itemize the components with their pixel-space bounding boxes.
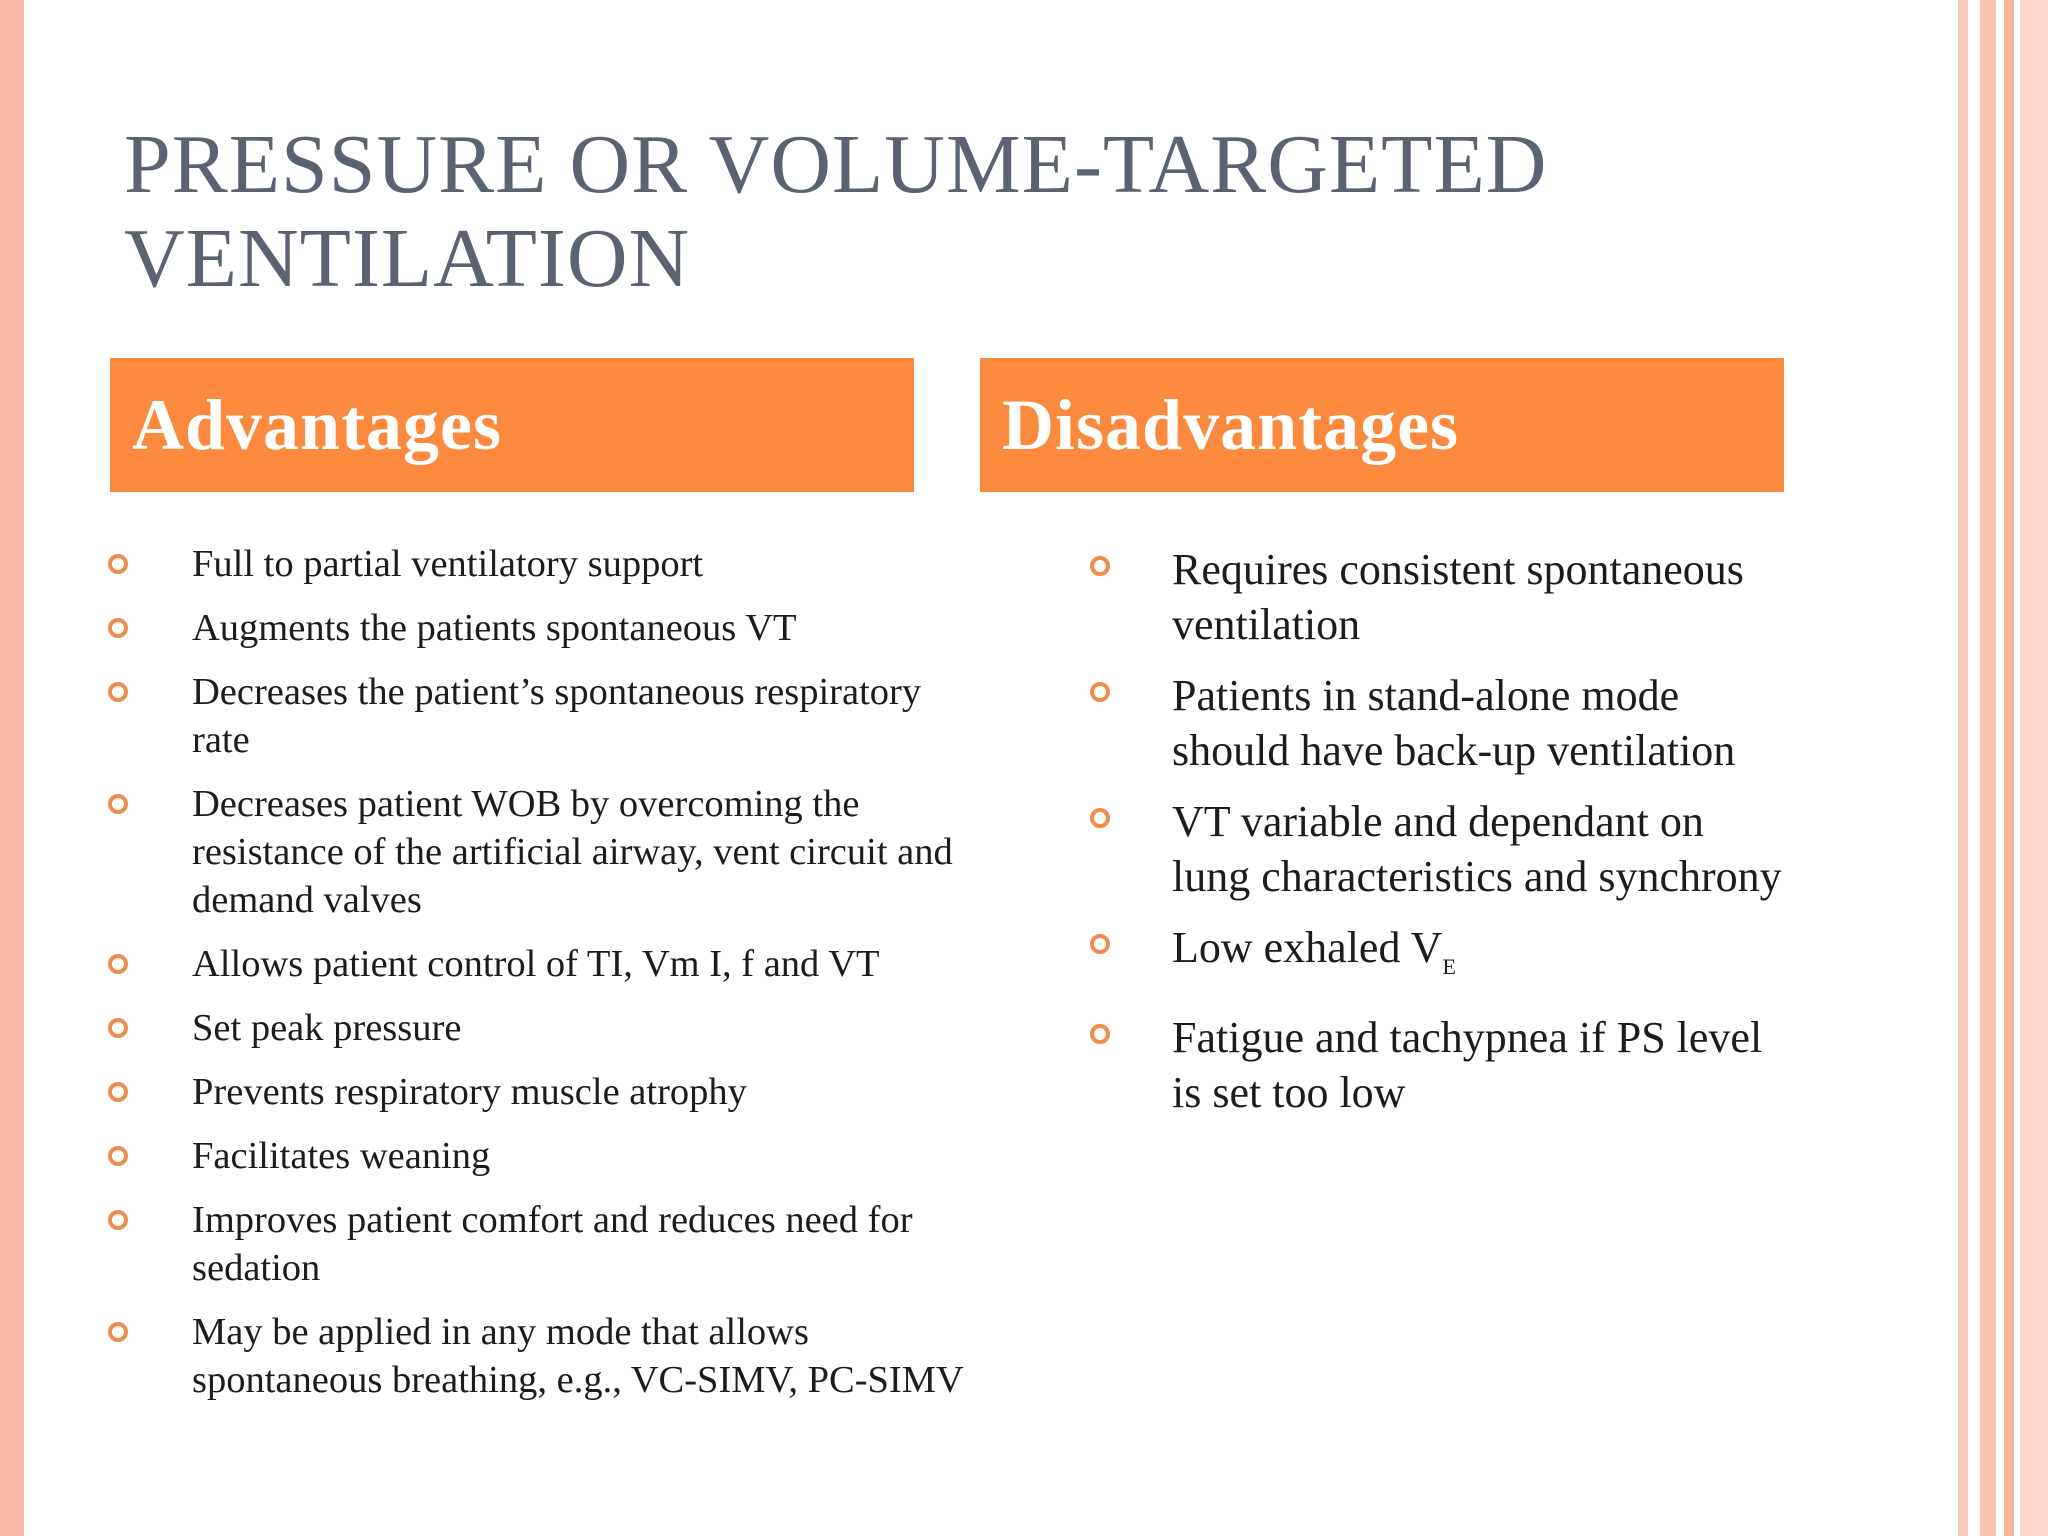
disadvantages-list-item — [1172, 1010, 1792, 1120]
list-item-text: May be applied in any mode that allows spontaneous breathing, e.g., VC-SIMV, PC-SIMV — [192, 1311, 964, 1401]
list-item-text: Improves patient comfort and reduces need for sedation — [192, 1199, 913, 1289]
circle-bullet-icon — [108, 682, 128, 702]
circle-bullet-icon — [1090, 934, 1110, 954]
circle-bullet-icon — [1090, 556, 1110, 576]
circle-bullet-icon — [108, 954, 128, 974]
slide-title — [124, 118, 1904, 306]
list-item-text: Prevents respiratory muscle atrophy — [192, 1071, 747, 1113]
list-item-text: Decreases the patient’s spontaneous respiratory rate — [192, 671, 922, 761]
slide-title-line-2: VENTILATION — [124, 212, 691, 305]
list-item-text: Low exhaled V — [1172, 923, 1443, 972]
advantages-header: Advantages — [110, 358, 914, 492]
right-border-stripe — [2020, 0, 2048, 1536]
advantages-list-item — [192, 940, 972, 988]
left-border-stripe — [0, 0, 24, 1536]
circle-bullet-icon — [108, 1146, 128, 1166]
advantages-list-item — [192, 1068, 972, 1116]
disadvantages-list-item — [1172, 542, 1792, 652]
circle-bullet-icon — [108, 1210, 128, 1230]
list-item-text: Decreases patient WOB by overcoming the resistance of the artificial airway, vent circuit and demand valves — [192, 783, 953, 921]
slide-title-line-1: PRESSURE OR VOLUME-TARGETED — [124, 118, 1548, 211]
list-item-text: VT variable and dependant on lung characteristics and synchrony — [1172, 797, 1782, 901]
list-item-text: Full to partial ventilatory support — [192, 543, 704, 585]
advantages-list-item — [192, 1004, 972, 1052]
ve-subscript: E — [1442, 954, 1456, 979]
list-item-text: Set peak pressure — [192, 1007, 462, 1049]
list-item-text: Requires consistent spontaneous ventilation — [1172, 545, 1744, 649]
circle-bullet-icon — [1090, 682, 1110, 702]
advantages-list-item — [192, 1308, 972, 1404]
disadvantages-list-item — [1172, 668, 1792, 778]
circle-bullet-icon — [1090, 1024, 1110, 1044]
advantages-list-item — [192, 604, 972, 652]
advantages-list-item — [192, 780, 972, 924]
list-item-text: Patients in stand-alone mode should have back-up ventilation — [1172, 671, 1736, 775]
advantages-list-item — [192, 1196, 972, 1292]
advantages-list — [192, 540, 972, 1420]
disadvantages-list — [1172, 542, 1792, 1136]
circle-bullet-icon — [108, 1082, 128, 1102]
circle-bullet-icon — [108, 618, 128, 638]
list-item-text: Allows patient control of TI, Vm I, f and VT — [192, 943, 880, 985]
disadvantages-list-item — [1172, 794, 1792, 904]
circle-bullet-icon — [1090, 808, 1110, 828]
right-border-stripe — [2004, 0, 2014, 1536]
circle-bullet-icon — [108, 1018, 128, 1038]
circle-bullet-icon — [108, 554, 128, 574]
right-border-stripe — [1980, 0, 1996, 1536]
right-border-stripe — [1958, 0, 1968, 1536]
disadvantages-header: Disadvantages — [980, 358, 1784, 492]
advantages-list-item — [192, 540, 972, 588]
list-item-text: Fatigue and tachypnea if PS level is set too low — [1172, 1013, 1763, 1117]
disadvantages-list-item — [1172, 920, 1792, 994]
circle-bullet-icon — [108, 794, 128, 814]
advantages-list-item — [192, 668, 972, 764]
circle-bullet-icon — [108, 1322, 128, 1342]
list-item-text: Facilitates weaning — [192, 1135, 491, 1177]
advantages-list-item — [192, 1132, 972, 1180]
list-item-text: Augments the patients spontaneous VT — [192, 607, 797, 649]
